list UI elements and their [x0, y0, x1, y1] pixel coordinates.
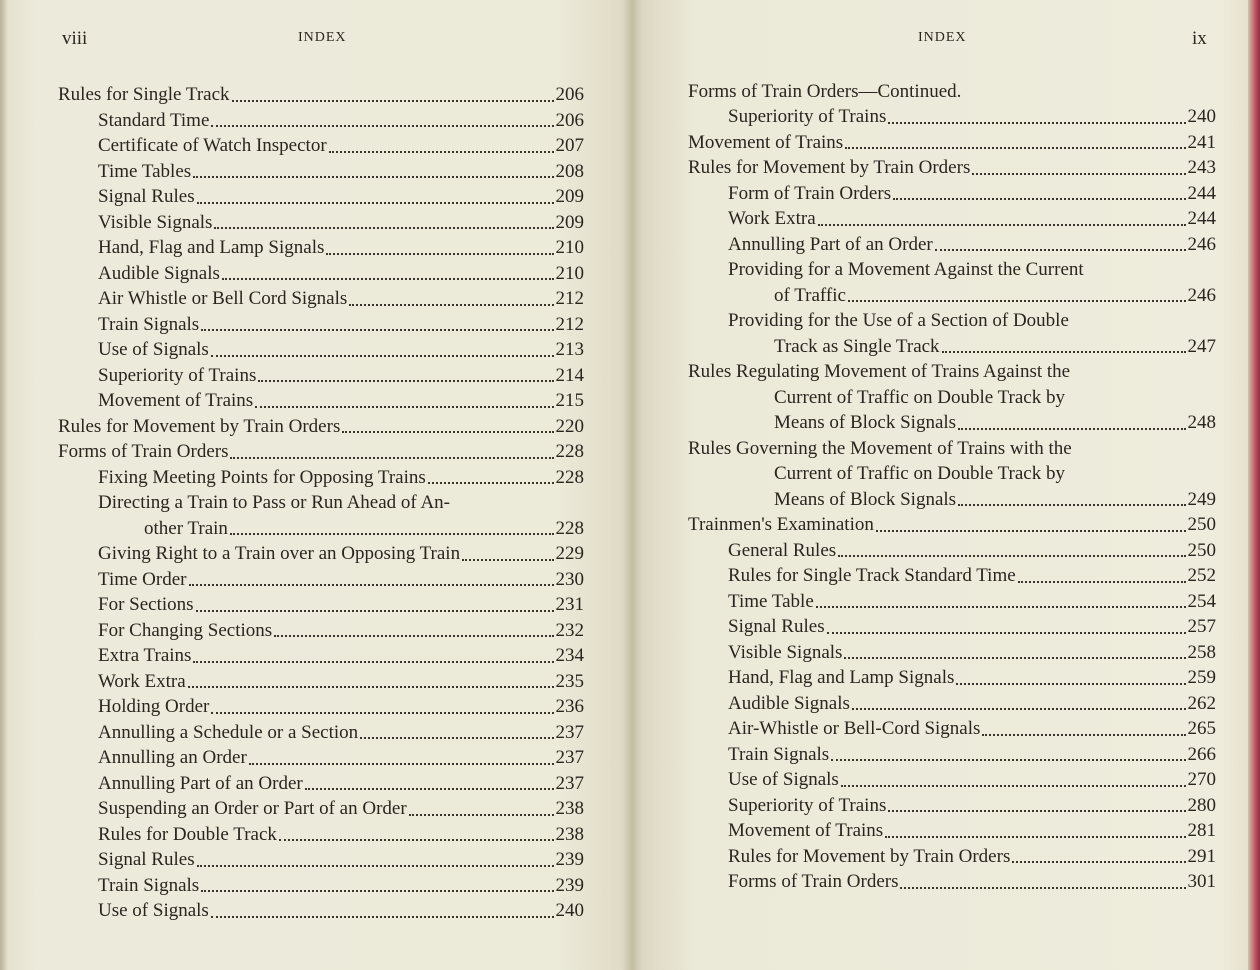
- leader-dots: [462, 558, 553, 561]
- entry-label: Air-Whistle or Bell-Cord Signals: [728, 718, 981, 739]
- entry-page-number: 230: [555, 568, 584, 590]
- index-entry: [58, 286, 584, 312]
- entry-label: Forms of Train Orders: [728, 871, 899, 892]
- index-entry: [58, 694, 584, 720]
- leader-dots: [329, 150, 554, 153]
- leader-dots: [211, 711, 553, 714]
- entry-label: Movement of Trains: [98, 390, 254, 411]
- index-entry: [688, 563, 1216, 589]
- leader-dots: [197, 201, 554, 204]
- entry-page-number: 235: [555, 670, 584, 692]
- index-entry: [58, 235, 584, 261]
- entry-label: Signal Rules: [728, 616, 825, 637]
- index-entry: [688, 793, 1216, 819]
- entry-page-number: 246: [1187, 284, 1216, 306]
- entry-page-number: 265: [1187, 718, 1216, 739]
- index-entry: [58, 465, 584, 491]
- right-index-list: [688, 104, 1216, 895]
- index-entry: [58, 210, 584, 236]
- leader-dots: [935, 248, 1186, 251]
- leader-dots: [193, 175, 553, 178]
- index-entry: [58, 439, 584, 465]
- index-entry: [58, 184, 584, 210]
- entry-label: Audible Signals: [98, 262, 220, 284]
- index-entry: [58, 669, 584, 695]
- entry-page-number: 212: [555, 288, 584, 309]
- leader-dots: [845, 146, 1185, 149]
- index-entry: [688, 691, 1216, 717]
- entry-label: Providing for a Movement Against the Current: [728, 259, 1084, 280]
- right-page: [632, 0, 1260, 970]
- entry-page-number: 210: [555, 262, 584, 284]
- entry-page-number: 240: [1187, 106, 1216, 127]
- leader-dots: [249, 762, 554, 765]
- entry-label-continued: Track as Single Track: [774, 335, 940, 357]
- entry-page-number: 250: [1187, 514, 1216, 535]
- left-index-list: [58, 82, 584, 924]
- entry-page-number: 250: [1187, 539, 1216, 561]
- leader-dots: [189, 583, 554, 586]
- right-page-header: INDEX: [918, 30, 967, 45]
- index-entry: [58, 898, 584, 924]
- leader-dots: [982, 733, 1185, 736]
- entry-label: Signal Rules: [98, 849, 195, 870]
- index-entry: [58, 363, 584, 389]
- leader-dots: [818, 223, 1186, 226]
- leader-dots: [942, 350, 1186, 353]
- entry-label: General Rules: [728, 539, 837, 561]
- entry-page-number: 238: [555, 823, 584, 845]
- index-entry: [688, 257, 1216, 308]
- entry-page-number: 228: [555, 466, 584, 488]
- leader-dots: [211, 915, 554, 918]
- leader-dots: [201, 328, 553, 331]
- entry-label: Use of Signals: [728, 769, 839, 790]
- index-entry: [688, 155, 1216, 181]
- leader-dots: [230, 456, 553, 459]
- entry-page-number: 228: [555, 517, 584, 539]
- index-entry: [688, 844, 1216, 870]
- index-entry: [58, 108, 584, 134]
- index-entry: [58, 133, 584, 159]
- leader-dots: [876, 529, 1186, 532]
- entry-label: Train Signals: [98, 313, 200, 335]
- leader-dots: [958, 427, 1185, 430]
- entry-page-number: 291: [1187, 845, 1216, 867]
- left-page-number: viii: [62, 28, 88, 49]
- index-entry: [688, 181, 1216, 207]
- entry-page-number: 249: [1187, 488, 1216, 510]
- entry-page-number: 240: [555, 900, 584, 921]
- entry-label-continued: Current of Traffic on Double Track by: [774, 463, 1065, 484]
- leader-dots: [211, 354, 554, 357]
- entry-page-number: 206: [555, 109, 584, 131]
- entry-label-continued: other Train: [144, 517, 228, 539]
- entry-page-number: 257: [1187, 616, 1216, 637]
- entry-page-number: 281: [1187, 820, 1216, 841]
- index-entry: [58, 822, 584, 848]
- entry-label: Annulling Part of an Order: [728, 233, 933, 255]
- leader-dots: [1012, 860, 1185, 863]
- index-entry: [58, 82, 584, 108]
- entry-page-number: 258: [1187, 641, 1216, 663]
- entry-label: Holding Order: [98, 696, 210, 717]
- entry-page-number: 254: [1187, 590, 1216, 612]
- index-entry: [58, 720, 584, 746]
- entry-label: Movement of Trains: [728, 820, 884, 841]
- index-entry: [688, 104, 1216, 130]
- leader-dots: [279, 838, 554, 841]
- index-entry: [58, 567, 584, 593]
- entry-label: Audible Signals: [728, 692, 850, 714]
- leader-dots: [211, 124, 553, 127]
- entry-label: Use of Signals: [98, 339, 209, 360]
- leader-dots: [827, 631, 1186, 634]
- leader-dots: [841, 784, 1186, 787]
- leader-dots: [197, 864, 554, 867]
- index-entry: [58, 796, 584, 822]
- entry-label: Rules Governing the Movement of Trains with the: [688, 437, 1072, 459]
- index-entry: [58, 745, 584, 771]
- index-entry: [688, 130, 1216, 156]
- entry-label: Signal Rules: [98, 186, 195, 207]
- index-entry: [58, 873, 584, 899]
- entry-page-number: 301: [1187, 871, 1216, 892]
- entry-page-number: 228: [555, 441, 584, 462]
- leader-dots: [196, 609, 554, 612]
- entry-page-number: 246: [1187, 233, 1216, 255]
- index-entry: [58, 159, 584, 185]
- leader-dots: [409, 813, 554, 816]
- index-entry: [688, 640, 1216, 666]
- index-entry: [58, 388, 584, 414]
- entry-label: Suspending an Order or Part of an Order: [98, 798, 407, 819]
- index-entry: [58, 847, 584, 873]
- entry-page-number: 237: [555, 721, 584, 743]
- entry-label: Trainmen's Examination: [688, 514, 874, 535]
- index-entry: [688, 308, 1216, 359]
- entry-page-number: 244: [1187, 182, 1216, 204]
- leader-dots: [900, 886, 1185, 889]
- index-entry: [688, 742, 1216, 768]
- entry-page-number: 232: [555, 619, 584, 641]
- entry-page-number: 262: [1187, 692, 1216, 714]
- leader-dots: [838, 554, 1185, 557]
- entry-page-number: 212: [555, 313, 584, 335]
- leader-dots: [342, 430, 553, 433]
- index-entry: [688, 538, 1216, 564]
- entry-label: For Changing Sections: [98, 619, 273, 641]
- leader-dots: [1018, 580, 1186, 583]
- leader-dots: [193, 660, 553, 663]
- entry-page-number: 208: [555, 160, 584, 182]
- entry-label: Movement of Trains: [688, 131, 844, 153]
- entry-label: Annulling an Order: [98, 747, 247, 768]
- entry-label: Rules for Movement by Train Orders: [688, 157, 971, 178]
- entry-label: Rules for Movement by Train Orders: [728, 845, 1011, 867]
- leader-dots: [258, 379, 553, 382]
- index-entry: [688, 614, 1216, 640]
- entry-label: Time Order: [98, 568, 187, 590]
- entry-label: Visible Signals: [98, 211, 213, 233]
- index-entry: [688, 716, 1216, 742]
- entry-label: Forms of Train Orders: [58, 441, 229, 462]
- entry-label: Hand, Flag and Lamp Signals: [98, 237, 325, 258]
- index-entry: [688, 359, 1216, 436]
- entry-page-number: 237: [555, 747, 584, 768]
- entry-page-number: 214: [555, 364, 584, 386]
- entry-page-number: 209: [555, 211, 584, 233]
- leader-dots: [888, 121, 1185, 124]
- entry-page-number: 239: [555, 849, 584, 870]
- entry-page-number: 231: [555, 594, 584, 615]
- index-entry: [58, 592, 584, 618]
- leader-dots: [816, 605, 1186, 608]
- entry-page-number: 247: [1187, 335, 1216, 357]
- index-entry: [58, 261, 584, 287]
- entry-page-number: 259: [1187, 667, 1216, 688]
- leader-dots: [274, 634, 553, 637]
- leader-dots: [958, 503, 1185, 506]
- leader-dots: [326, 252, 553, 255]
- index-entry: [688, 232, 1216, 258]
- entry-page-number: 234: [555, 645, 584, 666]
- entry-page-number: 220: [555, 415, 584, 437]
- entry-label: Providing for the Use of a Section of Double: [728, 310, 1069, 331]
- entry-page-number: 237: [555, 772, 584, 794]
- index-entry: [688, 767, 1216, 793]
- index-entry: [688, 665, 1216, 691]
- entry-label: Extra Trains: [98, 645, 192, 666]
- entry-label: Fixing Meeting Points for Opposing Trains: [98, 466, 426, 488]
- entry-label: Rules for Single Track Standard Time: [728, 565, 1016, 586]
- entry-page-number: 239: [555, 874, 584, 896]
- entry-page-number: 210: [555, 237, 584, 258]
- index-entry: [58, 618, 584, 644]
- entry-label: Superiority of Trains: [98, 364, 257, 386]
- leader-dots: [844, 656, 1185, 659]
- index-entry: [688, 436, 1216, 513]
- entry-label-continued: Means of Block Signals: [774, 488, 957, 510]
- entry-label: Hand, Flag and Lamp Signals: [728, 667, 955, 688]
- entry-label: Giving Right to a Train over an Opposing Train: [98, 543, 461, 564]
- leader-dots: [428, 481, 554, 484]
- entry-label: Work Extra: [728, 208, 816, 229]
- entry-page-number: 207: [555, 135, 584, 156]
- entry-label-continued: of Traffic: [774, 284, 846, 306]
- leader-dots: [885, 835, 1185, 838]
- entry-label: For Sections: [98, 594, 194, 615]
- index-entry: [58, 312, 584, 338]
- leader-dots: [893, 197, 1185, 200]
- entry-page-number: 209: [555, 186, 584, 207]
- index-entry: [58, 771, 584, 797]
- entry-label: Use of Signals: [98, 900, 209, 921]
- entry-label: Time Tables: [98, 160, 192, 182]
- entry-label-continued: Means of Block Signals: [774, 412, 957, 433]
- entry-label: Superiority of Trains: [728, 794, 887, 816]
- entry-page-number: 248: [1187, 412, 1216, 433]
- entry-label: Standard Time: [98, 109, 210, 131]
- entry-page-number: 244: [1187, 208, 1216, 229]
- leader-dots: [360, 736, 553, 739]
- leader-dots: [349, 303, 553, 306]
- entry-label: Certificate of Watch Inspector: [98, 135, 327, 156]
- entry-label: Train Signals: [98, 874, 200, 896]
- index-entry: [688, 589, 1216, 615]
- leader-dots: [188, 685, 554, 688]
- index-entry: [58, 541, 584, 567]
- entry-label: Superiority of Trains: [728, 106, 887, 127]
- entry-label: Form of Train Orders: [728, 182, 892, 204]
- entry-label: Time Table: [728, 590, 814, 612]
- entry-label: Directing a Train to Pass or Run Ahead of An-: [98, 492, 451, 513]
- index-entry: [688, 512, 1216, 538]
- entry-page-number: 206: [555, 84, 584, 105]
- entry-label: Annulling Part of an Order: [98, 772, 303, 794]
- index-entry: [688, 206, 1216, 232]
- entry-label: Visible Signals: [728, 641, 843, 663]
- entry-label: Rules for Single Track: [58, 84, 230, 105]
- leader-dots: [852, 707, 1186, 710]
- leader-dots: [201, 889, 553, 892]
- index-entry: [58, 490, 584, 541]
- right-page-number: ix: [1192, 28, 1207, 49]
- entry-page-number: 243: [1187, 157, 1216, 178]
- entry-label: Air Whistle or Bell Cord Signals: [98, 288, 348, 309]
- index-entry: [58, 643, 584, 669]
- book-gutter: [622, 0, 642, 970]
- leader-dots: [888, 809, 1185, 812]
- leader-dots: [848, 299, 1186, 302]
- left-page-header: INDEX: [298, 30, 347, 45]
- entry-page-number: 241: [1187, 131, 1216, 153]
- index-entry: [58, 414, 584, 440]
- index-entry: [688, 818, 1216, 844]
- right-page-edge: [1248, 0, 1260, 970]
- entry-label-continued: Current of Traffic on Double Track by: [774, 386, 1065, 408]
- index-entry: [58, 337, 584, 363]
- left-page-edge: [0, 0, 8, 970]
- entry-label: Rules Regulating Movement of Trains Against the: [688, 361, 1071, 382]
- entry-page-number: 213: [555, 339, 584, 360]
- leader-dots: [232, 99, 554, 102]
- leader-dots: [255, 405, 553, 408]
- entry-label: Work Extra: [98, 670, 186, 692]
- entry-page-number: 270: [1187, 769, 1216, 790]
- leader-dots: [214, 226, 553, 229]
- entry-page-number: 252: [1187, 565, 1216, 586]
- entry-label: Rules for Movement by Train Orders: [58, 415, 341, 437]
- leader-dots: [956, 682, 1185, 685]
- leader-dots: [230, 532, 554, 535]
- leader-dots: [305, 787, 554, 790]
- continued-heading: Forms of Train Orders—Continued.: [688, 81, 962, 102]
- entry-page-number: 238: [555, 798, 584, 819]
- entry-label: Rules for Double Track: [98, 823, 277, 845]
- leader-dots: [972, 172, 1185, 175]
- leader-dots: [831, 758, 1185, 761]
- entry-page-number: 266: [1187, 743, 1216, 765]
- leader-dots: [222, 277, 554, 280]
- entry-page-number: 236: [555, 696, 584, 717]
- entry-page-number: 229: [555, 543, 584, 564]
- entry-label: Annulling a Schedule or a Section: [98, 721, 359, 743]
- entry-page-number: 215: [555, 390, 584, 411]
- entry-page-number: 280: [1187, 794, 1216, 816]
- index-entry: [688, 869, 1216, 895]
- entry-label: Train Signals: [728, 743, 830, 765]
